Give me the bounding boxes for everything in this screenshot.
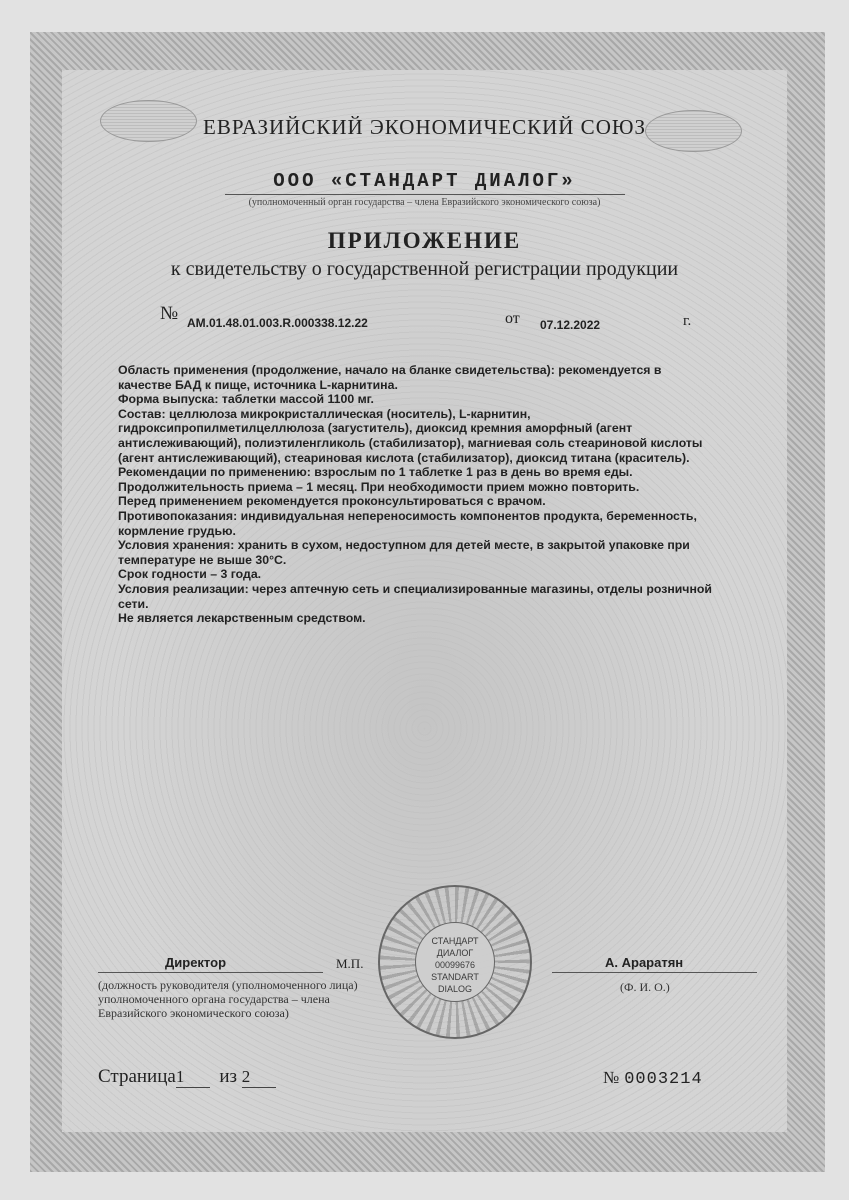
year-suffix: г. — [683, 313, 692, 329]
paragraph: Рекомендации по применению: взрослым по 1 таблетке 1 раз в день во время еды. — [118, 465, 633, 480]
organization-name: ООО «СТАНДАРТ ДИАЛОГ» — [273, 170, 576, 192]
paragraph: Условия реализации: через аптечную сеть и специализированные магазины, отделы розничной сети. — [118, 581, 712, 611]
page-number: 1 — [176, 1067, 210, 1088]
document-title: ПРИЛОЖЕНИЕ — [327, 228, 522, 253]
union-title: ЕВРАЗИЙСКИЙ ЭКОНОМИЧЕСКИЙ СОЮЗ — [203, 115, 646, 139]
document-subtitle: к свидетельству о государственной регистрации продукции — [170, 258, 679, 280]
name-note: (Ф. И. О.) — [620, 980, 670, 994]
paragraph: Не является лекарственным средством. — [118, 611, 366, 626]
signatory-position: Директор — [165, 955, 227, 970]
paragraph: Область применения (продолжение, начало на бланке свидетельства): рекомендуется в качестве БАД к пище, источника L-карнитина. — [118, 363, 662, 392]
form-serial: № 0003214 — [603, 1068, 703, 1089]
document-body — [118, 363, 718, 626]
paragraph: Условия хранения: хранить в сухом, недоступном для детей месте, в закрытой упаковке при температуре не выше 30°С. — [118, 538, 690, 567]
organization-note: (уполномоченный орган государства – члена Евразийского экономического союза) — [248, 197, 601, 208]
divider — [225, 194, 625, 195]
signature-line — [552, 972, 757, 973]
signatory-name: А. Араратян — [605, 955, 684, 970]
number-label: № — [160, 303, 179, 324]
paragraph: Перед применением рекомендуется проконсультироваться с врачом. — [118, 494, 546, 509]
paragraph: Состав: целлюлоза микрокристаллическая (носитель), L-карнитин, гидроксипропилметилцеллюлоза (загуститель), диоксид кремния аморфный (агент антислеживающий), полиэтиленгликоль (стабилизатор), магниевая соль стеариновой кислоты (агент антислеживающий), стеариновая кислота (стабилизатор), диоксид титана (краситель). — [118, 406, 703, 465]
paragraph: Форма выпуска: таблетки массой 1100 мг. — [118, 392, 374, 407]
serial-number: 0003214 — [624, 1070, 703, 1089]
official-stamp: СТАНДАРТ ДИАЛОГ 00099676 STANDART DIALOG — [378, 885, 532, 1039]
stamp-label: М.П. — [336, 956, 364, 971]
paragraph: Срок годности – 3 года. — [118, 567, 262, 582]
paragraph: Противопоказания: индивидуальная непереносимость компонентов продукта, беременность, кормление грудью. — [118, 508, 697, 538]
date-label: от — [505, 310, 520, 327]
registration-number: AM.01.48.01.003.R.000338.12.22 — [187, 316, 368, 330]
signature-line — [98, 972, 323, 973]
paragraph: Продолжительность приема – 1 месяц. При необходимости прием можно повторить. — [118, 479, 640, 494]
page-indicator: Страница1 из 2 — [98, 1066, 276, 1088]
registration-date: 07.12.2022 — [540, 318, 601, 332]
position-note: (должность руководителя (уполномоченного лица) уполномоченного органа государства – члена Евразийского экономического союза) — [98, 978, 358, 1020]
page-total: 2 — [242, 1067, 276, 1088]
